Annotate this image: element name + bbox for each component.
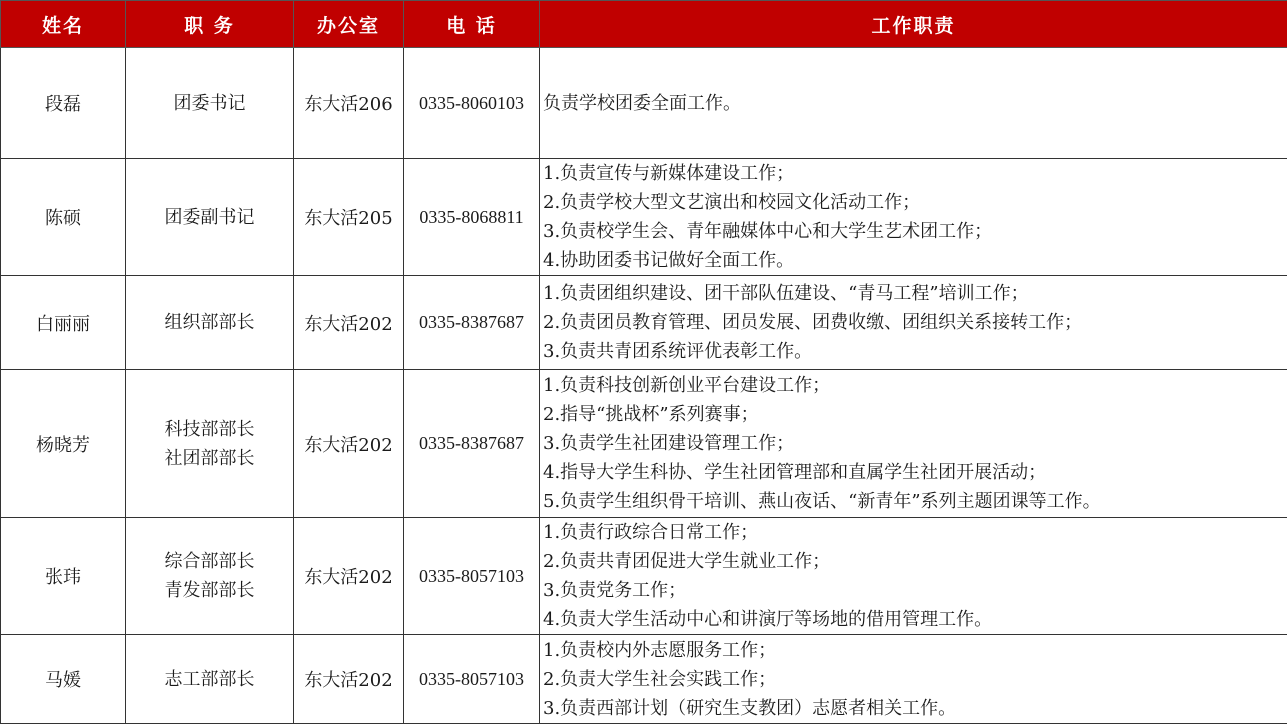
role-line: 团委书记 <box>126 89 293 118</box>
role-line: 团委副书记 <box>126 203 293 232</box>
duty-line: 3.负责学生社团建设管理工作； <box>543 429 1287 458</box>
duty-line: 2.负责大学生社会实践工作； <box>543 665 1287 694</box>
duty-line: 1.负责校内外志愿服务工作； <box>543 636 1287 665</box>
staff-role <box>126 370 294 518</box>
table-row <box>1 48 1287 159</box>
staff-phone: 0335-8060103 <box>404 48 540 159</box>
role-line: 组织部部长 <box>126 308 293 337</box>
duty-line: 2.指导“挑战杯”系列赛事； <box>543 400 1287 429</box>
duty-line: 负责学校团委全面工作。 <box>543 89 1287 118</box>
duty-line: 4.指导大学生科协、学生社团管理部和直属学生社团开展活动； <box>543 458 1287 487</box>
staff-phone: 0335-8387687 <box>404 370 540 518</box>
table-row <box>1 159 1287 276</box>
duty-line: 1.负责团组织建设、团干部队伍建设、“青马工程”培训工作； <box>543 279 1287 308</box>
staff-office: 东大活205 <box>294 159 404 276</box>
duty-line: 3.负责西部计划（研究生支教团）志愿者相关工作。 <box>543 694 1287 723</box>
staff-name: 白丽丽 <box>1 276 126 370</box>
table-row <box>1 635 1287 724</box>
staff-role <box>126 635 294 724</box>
header-role: 职 务 <box>126 1 294 48</box>
staff-name: 陈硕 <box>1 159 126 276</box>
staff-name: 杨晓芳 <box>1 370 126 518</box>
staff-duties <box>540 518 1287 635</box>
table-row <box>1 370 1287 518</box>
staff-duties <box>540 635 1287 724</box>
role-line: 社团部部长 <box>126 444 293 473</box>
staff-office: 东大活202 <box>294 276 404 370</box>
staff-office: 东大活206 <box>294 48 404 159</box>
role-line: 综合部部长 <box>126 547 293 576</box>
header-name: 姓名 <box>1 1 126 48</box>
staff-role <box>126 518 294 635</box>
table-row <box>1 276 1287 370</box>
staff-phone: 0335-8057103 <box>404 518 540 635</box>
header-office: 办公室 <box>294 1 404 48</box>
header-row <box>1 1 1287 48</box>
duty-line: 2.负责学校大型文艺演出和校园文化活动工作； <box>543 188 1287 217</box>
duty-line: 1.负责宣传与新媒体建设工作； <box>543 159 1287 188</box>
duty-line: 3.负责校学生会、青年融媒体中心和大学生艺术团工作； <box>543 217 1287 246</box>
staff-duties <box>540 276 1287 370</box>
header-phone: 电 话 <box>404 1 540 48</box>
staff-office: 东大活202 <box>294 635 404 724</box>
role-line: 青发部部长 <box>126 576 293 605</box>
duty-line: 2.负责团员教育管理、团员发展、团费收缴、团组织关系接转工作； <box>543 308 1287 337</box>
staff-name: 段磊 <box>1 48 126 159</box>
staff-role <box>126 48 294 159</box>
table-row <box>1 518 1287 635</box>
staff-phone: 0335-8057103 <box>404 635 540 724</box>
staff-duties <box>540 48 1287 159</box>
header-duty: 工作职责 <box>540 1 1287 48</box>
staff-role <box>126 159 294 276</box>
duty-line: 2.负责共青团促进大学生就业工作； <box>543 547 1287 576</box>
staff-duties <box>540 370 1287 518</box>
duty-line: 3.负责党务工作； <box>543 576 1287 605</box>
role-line: 科技部部长 <box>126 415 293 444</box>
duty-line: 1.负责科技创新创业平台建设工作； <box>543 371 1287 400</box>
duty-line: 5.负责学生组织骨干培训、燕山夜话、“新青年”系列主题团课等工作。 <box>543 487 1287 516</box>
staff-name: 马媛 <box>1 635 126 724</box>
duty-line: 1.负责行政综合日常工作； <box>543 518 1287 547</box>
staff-office: 东大活202 <box>294 370 404 518</box>
duty-line: 4.负责大学生活动中心和讲演厅等场地的借用管理工作。 <box>543 605 1287 634</box>
staff-phone: 0335-8387687 <box>404 276 540 370</box>
duty-line: 4.协助团委书记做好全面工作。 <box>543 246 1287 275</box>
staff-phone: 0335-8068811 <box>404 159 540 276</box>
staff-duties <box>540 159 1287 276</box>
staff-name: 张玮 <box>1 518 126 635</box>
role-line: 志工部部长 <box>126 665 293 694</box>
duty-line: 3.负责共青团系统评优表彰工作。 <box>543 337 1287 366</box>
staff-office: 东大活202 <box>294 518 404 635</box>
staff-role <box>126 276 294 370</box>
